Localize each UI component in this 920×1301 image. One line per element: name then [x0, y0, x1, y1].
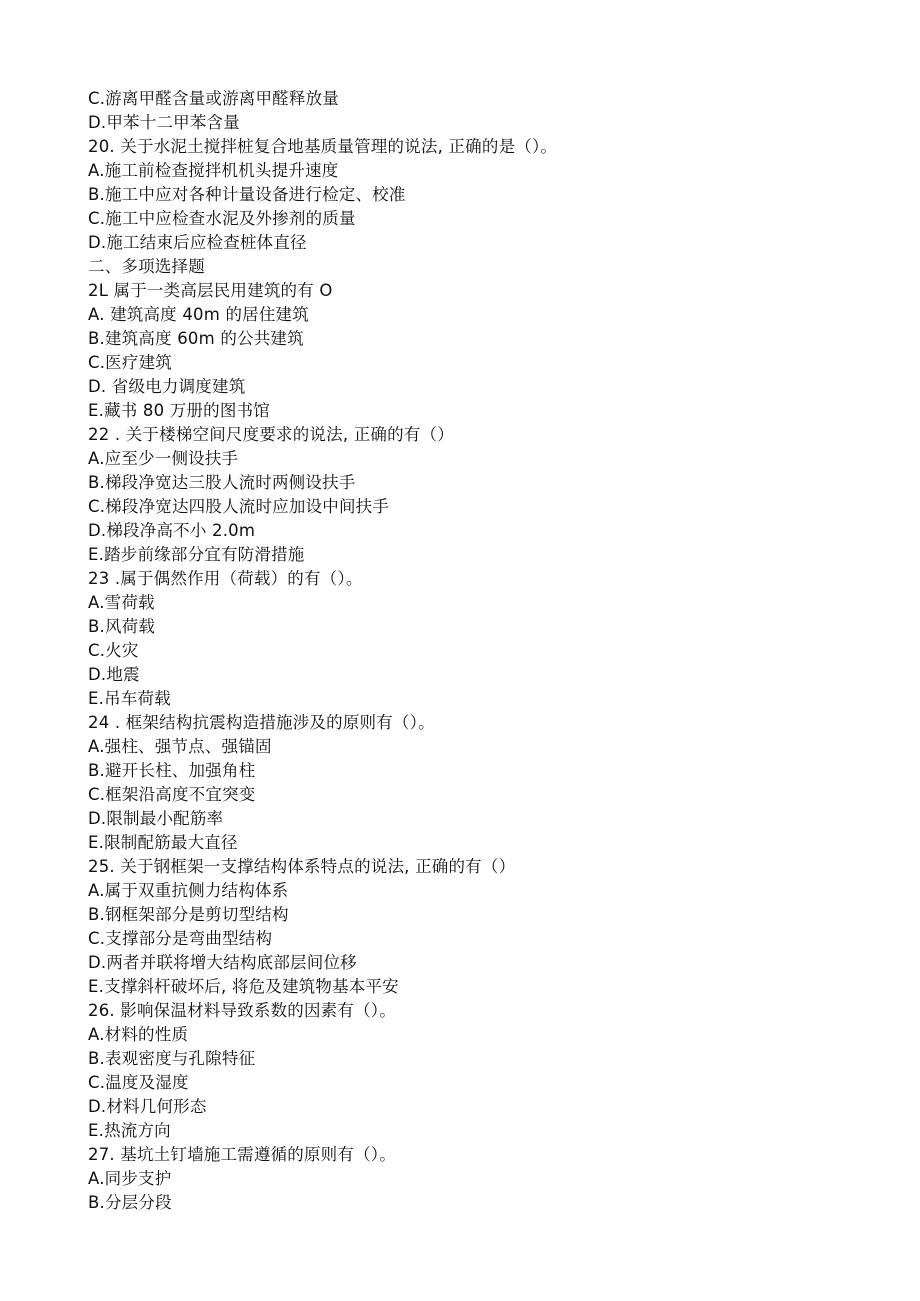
option-c-text: C.施工中应检查水泥及外掺剂的质量: [88, 209, 356, 228]
option-b-text: B.分层分段: [88, 1193, 172, 1212]
option-b-text: B.表观密度与孔隙特征: [88, 1049, 256, 1068]
option-b-text: B.建筑高度 60m 的公共建筑: [88, 329, 304, 348]
option-c-text: C.火灾: [88, 641, 139, 660]
question-27: 27. 基坑土钉墙施工需遵循的原则有（）。: [88, 1145, 396, 1164]
option-e-text: E.藏书 80 万册的图书馆: [88, 401, 270, 420]
question-23: 23 .属于偶然作用（荷载）的有（）。: [88, 569, 363, 588]
option-b-text: B.钢框架部分是剪切型结构: [88, 905, 289, 924]
question-20: 20. 关于水泥土搅拌桩复合地基质量管理的说法, 正确的是（）。: [88, 137, 558, 156]
option-c-text: C.游离甲醛含量或游离甲醛释放量: [88, 89, 339, 108]
option-d-text: D.两者并联将增大结构底部层间位移: [88, 953, 357, 972]
option-d-text: D. 省级电力调度建筑: [88, 377, 246, 396]
option-d-text: D.施工结束后应检查桩体直径: [88, 233, 307, 252]
option-a-text: A.强柱、强节点、强锚固: [88, 737, 272, 756]
option-b-text: B.施工中应对各种计量设备进行检定、校准: [88, 185, 406, 204]
option-e-text: E.支撑斜杆破坏后, 将危及建筑物基本平安: [88, 977, 399, 996]
option-d-text: D.梯段净高不小 2.0m: [88, 521, 256, 540]
option-a-text: A.属于双重抗侧力结构体系: [88, 881, 289, 900]
option-b-text: B.避开长柱、加强角柱: [88, 761, 256, 780]
option-e-text: E.限制配筋最大直径: [88, 833, 238, 852]
option-c-text: C.梯段净宽达四股人流时应加设中间扶手: [88, 497, 390, 516]
option-e-text: E.踏步前缘部分宜有防滑措施: [88, 545, 305, 564]
option-b-text: B.梯段净宽达三股人流时两侧设扶手: [88, 473, 356, 492]
option-c-text: C.支撑部分是弯曲型结构: [88, 929, 273, 948]
option-e-text: E.热流方向: [88, 1121, 171, 1140]
option-a-text: A.应至少一侧设扶手: [88, 449, 239, 468]
option-d-text: D.地震: [88, 665, 140, 684]
option-a-text: A.同步支护: [88, 1169, 172, 1188]
option-e-text: E.吊车荷载: [88, 689, 171, 708]
option-a-text: A. 建筑高度 40m 的居住建筑: [88, 305, 309, 324]
document-text: [88, 87, 848, 1215]
option-c-text: C.医疗建筑: [88, 353, 172, 372]
question-24: 24 . 框架结构抗震构造措施涉及的原则有（）。: [88, 713, 435, 732]
option-c-text: C.温度及湿度: [88, 1073, 189, 1092]
option-b-text: B.风荷载: [88, 617, 156, 636]
option-d-text: D.材料几何形态: [88, 1097, 207, 1116]
option-a-text: A.施工前检查搅拌机机头提升速度: [88, 161, 339, 180]
section-heading: 二、多项选择题: [88, 257, 205, 276]
question-26: 26. 影响保温材料导致系数的因素有（）。: [88, 1001, 396, 1020]
option-c-text: C.框架沿高度不宜突变: [88, 785, 256, 804]
option-a-text: A.材料的性质: [88, 1025, 189, 1044]
question-22: 22 . 关于楼梯空间尺度要求的说法, 正确的有（）: [88, 425, 454, 444]
option-d-text: D.甲苯十二甲苯含量: [88, 113, 240, 132]
option-d-text: D.限制最小配筋率: [88, 809, 224, 828]
question-21: 2L 属于一类高层民用建筑的有 O: [88, 281, 333, 300]
question-25: 25. 关于钢框架一支撑结构体系特点的说法, 正确的有（）: [88, 857, 516, 876]
option-a-text: A.雪荷载: [88, 593, 155, 612]
